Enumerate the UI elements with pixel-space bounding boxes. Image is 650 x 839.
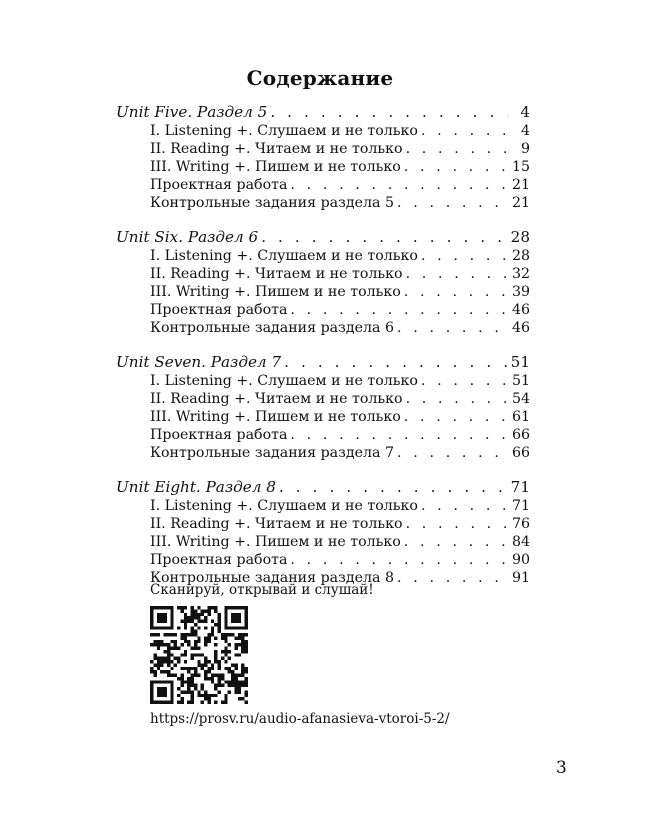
toc-entry-label: III. Writing +. Пишем и не только <box>150 284 401 300</box>
toc-entry-label: Контрольные задания раздела 7 <box>150 445 395 461</box>
leader-dots <box>418 247 508 265</box>
toc-page-number: 76 <box>511 516 530 532</box>
toc-page-number: 21 <box>511 177 530 193</box>
toc-entry[interactable] <box>116 283 530 301</box>
toc-page-number: 28 <box>511 248 530 264</box>
toc-entry-label: Проектная работа <box>150 177 288 193</box>
leader-dots <box>287 301 508 319</box>
toc-unit-7 <box>116 353 530 462</box>
toc-entry[interactable] <box>116 247 530 265</box>
toc-entry-label: Контрольные задания раздела 8 <box>150 570 395 586</box>
toc-page-number: 66 <box>511 445 530 461</box>
toc-page-number: 4 <box>520 123 530 139</box>
toc-unit-5 <box>116 103 530 212</box>
toc-entry-label: II. Reading +. Читаем и не только <box>150 141 403 157</box>
toc-entry[interactable] <box>116 551 530 569</box>
table-of-contents <box>116 103 530 587</box>
toc-unit-entry[interactable] <box>116 103 530 122</box>
page-title: Содержание <box>246 66 394 90</box>
leader-dots <box>401 283 508 301</box>
leader-dots <box>401 533 508 551</box>
toc-page-number: 51 <box>511 373 530 389</box>
toc-entry[interactable] <box>116 515 530 533</box>
toc-entry-label: Контрольные задания раздела 6 <box>150 320 395 336</box>
toc-entry-label: III. Writing +. Пишем и не только <box>150 159 401 175</box>
leader-dots <box>403 265 508 283</box>
toc-unit-title: Unit Eight. Раздел 8 <box>116 478 276 496</box>
leader-dots <box>394 194 508 212</box>
toc-entry-label: I. Listening +. Слушаем и не только <box>150 123 418 139</box>
leader-dots <box>403 140 508 158</box>
toc-page-number: 61 <box>511 409 530 425</box>
toc-page-number: 46 <box>511 302 530 318</box>
leader-dots <box>394 444 508 462</box>
leader-dots <box>258 228 508 247</box>
toc-page-number: 4 <box>520 103 530 121</box>
toc-page-number: 71 <box>511 498 530 514</box>
toc-entry[interactable] <box>116 390 530 408</box>
toc-unit-entry[interactable] <box>116 228 530 247</box>
toc-unit-entry[interactable] <box>116 478 530 497</box>
toc-entry[interactable] <box>116 372 530 390</box>
toc-entry[interactable] <box>116 408 530 426</box>
scan-instruction: Сканируй, открывай и слушай! <box>150 582 374 598</box>
leader-dots <box>267 103 508 122</box>
page-number: 3 <box>556 758 567 778</box>
leader-dots <box>418 122 508 140</box>
leader-dots <box>394 319 508 337</box>
toc-page-number: 15 <box>511 159 530 175</box>
leader-dots <box>287 426 508 444</box>
leader-dots <box>401 158 508 176</box>
leader-dots <box>281 353 508 372</box>
toc-page-number: 91 <box>511 570 530 586</box>
toc-entry[interactable] <box>116 301 530 319</box>
toc-entry[interactable] <box>116 265 530 283</box>
toc-entry[interactable] <box>116 319 530 337</box>
leader-dots <box>394 569 508 587</box>
toc-unit-entry[interactable] <box>116 353 530 372</box>
toc-entry[interactable] <box>116 426 530 444</box>
toc-entry-label: Проектная работа <box>150 552 288 568</box>
leader-dots <box>276 478 508 497</box>
toc-entry[interactable] <box>116 533 530 551</box>
toc-page-number: 54 <box>511 391 530 407</box>
leader-dots <box>401 408 508 426</box>
toc-page-number: 32 <box>511 266 530 282</box>
toc-entry-label: III. Writing +. Пишем и не только <box>150 534 401 550</box>
toc-entry-label: II. Reading +. Читаем и не только <box>150 391 403 407</box>
toc-entry-label: Контрольные задания раздела 5 <box>150 195 395 211</box>
toc-page-number: 90 <box>511 552 530 568</box>
toc-entry[interactable] <box>116 176 530 194</box>
toc-page-number: 28 <box>510 228 530 246</box>
leader-dots <box>287 551 508 569</box>
toc-entry[interactable] <box>116 444 530 462</box>
toc-entry-label: Проектная работа <box>150 427 288 443</box>
toc-page-number: 46 <box>511 320 530 336</box>
audio-url-link[interactable]: https://prosv.ru/audio-afanasieva-vtoroi-5-2/ <box>150 711 450 727</box>
toc-page-number: 21 <box>511 195 530 211</box>
toc-entry[interactable] <box>116 140 530 158</box>
toc-entry-label: III. Writing +. Пишем и не только <box>150 409 401 425</box>
leader-dots <box>287 176 508 194</box>
toc-entry-label: Проектная работа <box>150 302 288 318</box>
toc-page-number: 9 <box>520 141 530 157</box>
toc-entry-label: I. Listening +. Слушаем и не только <box>150 498 418 514</box>
qr-code-icon[interactable] <box>150 606 248 704</box>
toc-page-number: 39 <box>511 284 530 300</box>
toc-page-number: 71 <box>510 478 530 496</box>
toc-entry[interactable] <box>116 497 530 515</box>
toc-unit-8 <box>116 478 530 587</box>
toc-entry[interactable] <box>116 122 530 140</box>
toc-unit-title: Unit Six. Раздел 6 <box>116 228 259 246</box>
toc-entry-label: I. Listening +. Слушаем и не только <box>150 373 418 389</box>
toc-entry[interactable] <box>116 158 530 176</box>
toc-unit-title: Unit Five. Раздел 5 <box>116 103 268 121</box>
toc-page-number: 84 <box>511 534 530 550</box>
toc-page-number: 66 <box>511 427 530 443</box>
leader-dots <box>418 497 508 515</box>
toc-unit-6 <box>116 228 530 337</box>
toc-entry-label: II. Reading +. Читаем и не только <box>150 516 403 532</box>
leader-dots <box>418 372 508 390</box>
leader-dots <box>403 515 508 533</box>
toc-page-number: 51 <box>510 353 530 371</box>
toc-entry[interactable] <box>116 194 530 212</box>
toc-entry-label: I. Listening +. Слушаем и не только <box>150 248 418 264</box>
toc-unit-title: Unit Seven. Раздел 7 <box>116 353 282 371</box>
leader-dots <box>403 390 508 408</box>
toc-entry-label: II. Reading +. Читаем и не только <box>150 266 403 282</box>
